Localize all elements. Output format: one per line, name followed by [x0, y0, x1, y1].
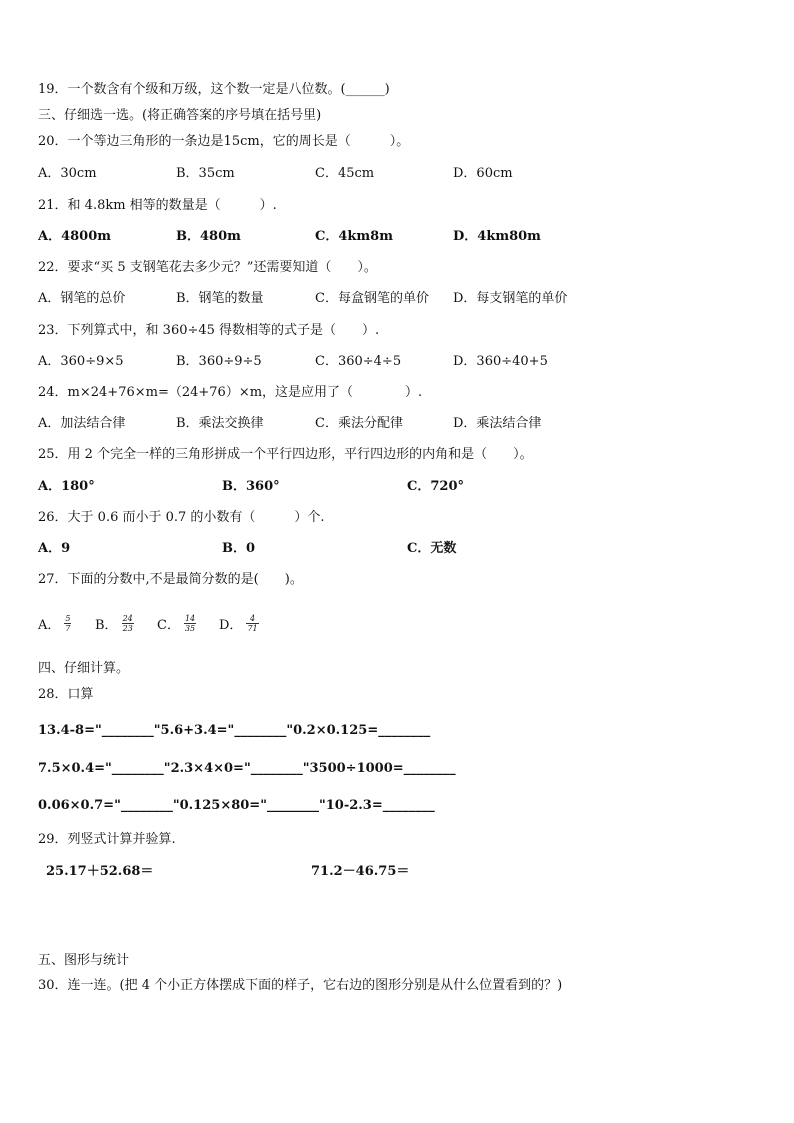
question-24-stem: 24．m×24+76×m=（24+76）×m，这是应用了（ ）.	[38, 385, 423, 400]
question-28-row-3: 0.06×0.7="________"0.125×80="________"10-2.3=________	[38, 798, 435, 813]
numerator: 24	[122, 614, 133, 623]
question-23-option-a: A．360÷9×5	[38, 354, 124, 369]
question-23-option-c: C．360÷4÷5	[315, 354, 402, 369]
fraction	[184, 614, 196, 633]
question-26-option-a: A．9	[38, 541, 71, 556]
question-27-stem: 27．下面的分数中,不是最简分数的是( )。	[38, 572, 303, 587]
denominator: 7	[65, 624, 71, 633]
question-22-option-a: A．钢笔的总价	[38, 291, 126, 306]
section-5-title: 五、图形与统计	[38, 953, 130, 968]
question-29-item-2: 71.2－46.75＝	[311, 864, 410, 879]
question-24-option-c: C．乘法分配律	[315, 416, 403, 431]
option-label: D．	[219, 618, 243, 633]
question-22-option-b: B．钢笔的数量	[176, 291, 264, 306]
question-27-option-d	[219, 614, 259, 633]
question-20-option-d: D．60cm	[453, 166, 513, 181]
question-20-stem: 20．一个等边三角形的一条边是15cm，它的周长是（ ）。	[38, 134, 410, 149]
question-30: 30．连一连。(把 4 个小正方体摆成下面的样子，它右边的图形分别是从什么位置看到的？)	[38, 978, 563, 993]
question-20-option-b: B．35cm	[176, 166, 235, 181]
question-27-option-a	[38, 614, 71, 633]
question-27-option-c	[157, 614, 196, 633]
question-19: 19．一个数含有个级和万级，这个数一定是八位数。(______)	[38, 82, 390, 97]
question-26-option-c: C．无数	[407, 541, 457, 556]
question-26-option-b: B．0	[222, 541, 256, 556]
question-22-stem: 22．要求“买 5 支钢笔花去多少元？”还需要知道（ ）。	[38, 260, 377, 275]
question-25-option-c: C．720°	[407, 479, 464, 494]
section-4-title: 四、仔细计算。	[38, 661, 130, 676]
question-20-option-a: A．30cm	[38, 166, 97, 181]
question-21-option-d: D．4km80m	[453, 229, 541, 244]
question-23-option-d: D．360÷40+5	[453, 354, 548, 369]
question-25-option-b: B．360°	[222, 479, 280, 494]
question-22-option-d: D．每支钢笔的单价	[453, 291, 568, 306]
question-23-stem: 23．下列算式中，和 360÷45 得数相等的式子是（ ）.	[38, 323, 380, 338]
question-21-option-a: A．4800m	[38, 229, 112, 244]
question-26-stem: 26．大于 0.6 而小于 0.7 的小数有（ ）个.	[38, 510, 325, 525]
option-label: B．	[95, 618, 118, 633]
numerator: 14	[184, 614, 196, 623]
question-21-option-c: C．4km8m	[315, 229, 393, 244]
question-28-stem: 28．口算	[38, 687, 94, 702]
denominator: 71	[247, 624, 258, 633]
question-21-option-b: B．480m	[176, 229, 241, 244]
question-21-stem: 21．和 4.8km 相等的数量是（ ）.	[38, 198, 277, 213]
option-label: A．	[38, 618, 61, 633]
option-label: C．	[157, 618, 180, 633]
question-25-option-a: A．180°	[38, 479, 95, 494]
question-22-option-c: C．每盒钢笔的单价	[315, 291, 429, 306]
question-20-option-c: C．45cm	[315, 166, 375, 181]
question-23-option-b: B．360÷9÷5	[176, 354, 262, 369]
question-28-row-2: 7.5×0.4="________"2.3×4×0="________"3500÷1000=________	[38, 761, 456, 776]
question-29-stem: 29．列竖式计算并验算.	[38, 832, 176, 847]
numerator: 5	[65, 614, 71, 623]
fraction	[246, 614, 258, 633]
question-24-option-b: B．乘法交换律	[176, 416, 264, 431]
question-27-option-b	[95, 614, 134, 633]
denominator: 23	[122, 624, 133, 633]
question-24-option-d: D．乘法结合律	[453, 416, 542, 431]
question-25-stem: 25．用 2 个完全一样的三角形拼成一个平行四边形，平行四边形的内角和是（ ）。	[38, 447, 533, 462]
fraction	[122, 614, 134, 633]
question-24-option-a: A．加法结合律	[38, 416, 126, 431]
numerator: 4	[246, 614, 258, 624]
section-3-title: 三、仔细选一选。(将正确答案的序号填在括号里)	[38, 108, 322, 123]
question-28-row-1: 13.4-8="________"5.6+3.4="________"0.2×0.125=________	[38, 723, 431, 738]
denominator: 35	[184, 624, 196, 633]
fraction	[64, 614, 71, 633]
question-29-item-1: 25.17＋52.68＝	[46, 864, 154, 879]
